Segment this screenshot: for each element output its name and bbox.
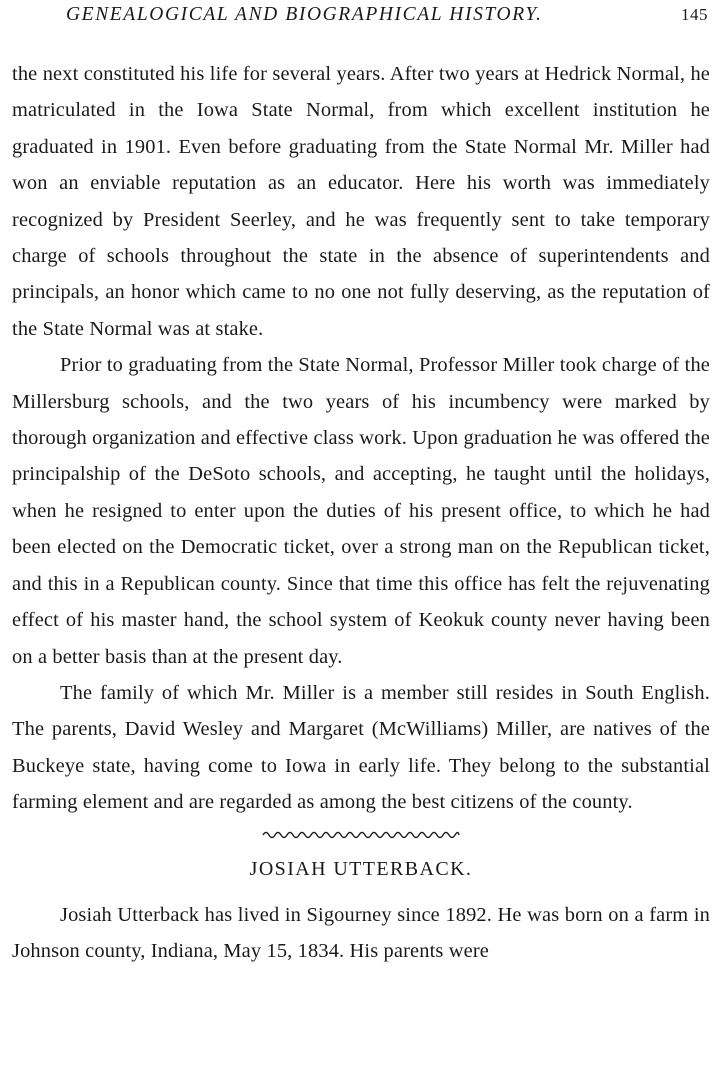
page-number: 145 [681, 5, 708, 24]
paragraph-family: The family of which Mr. Miller is a member still resides in South English. The parents, David Wesley and Margaret (McWilliams) Miller, are natives of the Buckeye state, having come to Iowa in early life. They belong to the substantial farming element and are regarded as among the best citizens of the county. [12, 681, 710, 814]
page-header [0, 4, 726, 30]
section-heading: JOSIAH UTTERBACK. [249, 857, 473, 880]
paragraph-millersburg: Prior to graduating from the State Normal, Professor Miller took charge of the Millersburg schools, and the two years of his incumbency were marked by thorough organization and effective class work. Upon graduation he was offered the principalship of the DeSoto schools, and accepting, he taught until the holidays, when he resigned to enter upon the duties of his present office, to which he had been elected on the Democratic ticket, over a strong man on the Republican ticket, and this in a Republican county. Since that time this office has felt the rejuvenating effect of his master hand, the school system of Keokuk county never having been on a better basis than at the present day. [12, 354, 710, 668]
wavy-divider [261, 829, 461, 841]
paragraph-utterback: Josiah Utterback has lived in Sigourney since 1892. He was born on a farm in Johnson county, Indiana, May 15, 1834. His parents were [12, 903, 710, 962]
running-title: GENEALOGICAL AND BIOGRAPHICAL HISTORY. [66, 4, 543, 25]
body-text [12, 56, 710, 969]
paragraph-continuation: the next constituted his life for several years. After two years at Hedrick Normal, he matriculated in the Iowa State Normal, from which excellent institution he graduated in 1901. Even before graduating from the State Normal Mr. Miller had won an enviable reputation as an educator. Here his worth was immediately recognized by President Seerley, and he was frequently sent to take temporary charge of schools throughout the state in the absence of superintendents and principals, an honor which came to no one not fully deserving, as the reputation of the State Normal was at stake. [12, 63, 710, 340]
